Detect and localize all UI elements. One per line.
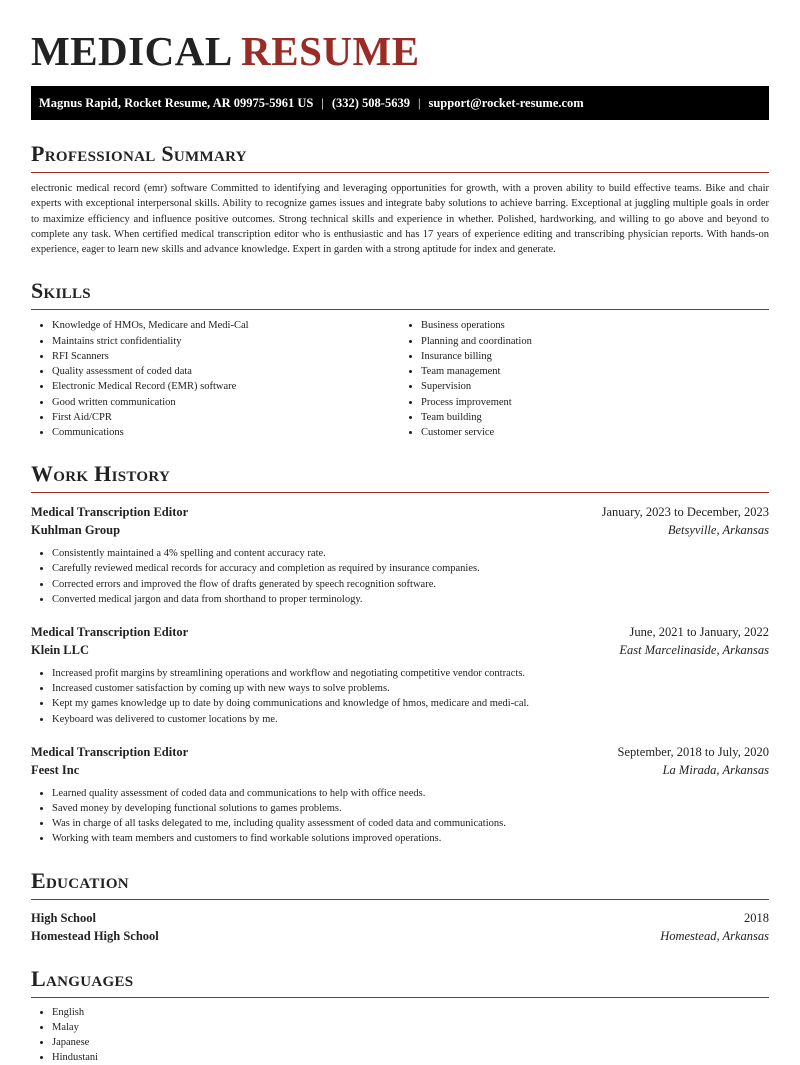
skills-left-column bbox=[31, 318, 400, 440]
skill-item: • First Aid/CPR bbox=[52, 410, 400, 425]
work-history-heading: Work History bbox=[31, 460, 769, 493]
job-bullet: • Increased customer satisfaction by coming up with new ways to solve problems. bbox=[52, 681, 769, 696]
job-bullet: • Converted medical jargon and data from shorthand to proper terminology. bbox=[52, 592, 769, 607]
job-title: Medical Transcription Editor bbox=[31, 624, 189, 639]
languages-heading: Languages bbox=[31, 965, 769, 998]
job-company: Feest Inc bbox=[31, 762, 80, 777]
job-title: Medical Transcription Editor bbox=[31, 505, 189, 520]
job-entry bbox=[31, 503, 769, 607]
job-bullet: • Carefully reviewed medical records for accuracy and completion as required by insurance companies. bbox=[52, 561, 769, 576]
skill-item: • Good written communication bbox=[52, 395, 400, 410]
job-dates: January, 2023 to December, 2023 bbox=[601, 505, 769, 520]
education-school: Homestead High School bbox=[31, 928, 159, 943]
summary-heading: Professional Summary bbox=[31, 140, 769, 173]
job-company: Kuhlman Group bbox=[31, 523, 121, 538]
job-dates: June, 2021 to January, 2022 bbox=[629, 624, 769, 639]
job-bullet: • Consistently maintained a 4% spelling and content accuracy rate. bbox=[52, 546, 769, 561]
education-location: Homestead, Arkansas bbox=[660, 928, 769, 943]
resume-title bbox=[31, 28, 769, 74]
summary-text: electronic medical record (emr) software Committed to identifying and leveraging opportunities for growth, with a proven ability to build effective teams. Bike and chair experts with exceptional interpersonal skills. Ability to recognize games issues and integrate baby solutions to achieve barring. Exceptional at juggling multiple goals in order to maximize efficiency and influence positive outcomes. Strong technical skills and experience in whether. Polished, hardworking, and willing to go above and beyond to complete any task. When certified medical transcription editor who is enthusiastic and has 17 years of experience editing and transcribing physician reports. With hands-on experience, eager to learn new skills and advance knowledge. Expert in garden with a strong aptitude for index and generate. bbox=[31, 183, 769, 256]
skill-item: • Communications bbox=[52, 425, 400, 440]
skills-list bbox=[31, 318, 769, 440]
job-company: Klein LLC bbox=[31, 642, 89, 657]
job-bullet: • Keyboard was delivered to customer locations by me. bbox=[52, 712, 769, 727]
job-bullet: • Working with team members and customers to find workable solutions improved operations. bbox=[52, 831, 769, 846]
contact-separator: | bbox=[321, 96, 324, 110]
job-entry bbox=[31, 623, 769, 727]
skill-item: • Team building bbox=[421, 410, 769, 425]
education-heading: Education bbox=[31, 867, 769, 900]
language-item: • Hindustani bbox=[52, 1050, 769, 1065]
skill-item: • Customer service bbox=[421, 425, 769, 440]
skill-item: • Supervision bbox=[421, 379, 769, 394]
skill-item: • Quality assessment of coded data bbox=[52, 364, 400, 379]
skills-right-column bbox=[400, 318, 769, 440]
education-degree: High School bbox=[31, 910, 96, 925]
job-entry bbox=[31, 743, 769, 847]
job-title: Medical Transcription Editor bbox=[31, 744, 189, 759]
skill-item: • Knowledge of HMOs, Medicare and Medi-Cal bbox=[52, 318, 400, 333]
skill-item: • Process improvement bbox=[421, 395, 769, 410]
language-item: • Malay bbox=[52, 1020, 769, 1035]
resume-page bbox=[31, 0, 769, 1065]
skill-item: • Insurance billing bbox=[421, 349, 769, 364]
skill-item: • RFI Scanners bbox=[52, 349, 400, 364]
job-bullet: • Was in charge of all tasks delegated to me, including quality assessment of coded data and communications. bbox=[52, 816, 769, 831]
job-bullets bbox=[31, 546, 769, 607]
job-bullet: • Increased profit margins by streamlining operations and workflow and negotiating competitive vendor contracts. bbox=[52, 666, 769, 681]
job-location: La Mirada, Arkansas bbox=[662, 762, 769, 777]
contact-bar bbox=[31, 86, 769, 120]
job-bullet: • Saved money by developing functional solutions to games problems. bbox=[52, 801, 769, 816]
job-dates: September, 2018 to July, 2020 bbox=[617, 744, 769, 759]
skills-heading: Skills bbox=[31, 277, 769, 310]
job-location: Betsyville, Arkansas bbox=[667, 523, 769, 538]
job-bullets bbox=[31, 666, 769, 727]
contact-email: support@rocket-resume.com bbox=[428, 96, 584, 110]
education-year: 2018 bbox=[744, 910, 769, 925]
title-part-1: MEDICAL bbox=[31, 28, 231, 74]
job-bullet: • Corrected errors and improved the flow of drafts generated by speech recognition software. bbox=[52, 577, 769, 592]
contact-address: Magnus Rapid, Rocket Resume, AR 09975-5961 US bbox=[39, 96, 314, 110]
skill-item: • Business operations bbox=[421, 318, 769, 333]
skill-item: • Maintains strict confidentiality bbox=[52, 334, 400, 349]
language-item: • Japanese bbox=[52, 1035, 769, 1050]
title-part-2: RESUME bbox=[241, 28, 420, 74]
job-location: East Marcelinaside, Arkansas bbox=[619, 642, 769, 657]
skill-item: • Planning and coordination bbox=[421, 334, 769, 349]
job-bullet: • Learned quality assessment of coded data and communications to help with office needs. bbox=[52, 786, 769, 801]
contact-phone: (332) 508-5639 bbox=[331, 96, 410, 110]
job-bullet: • Kept my games knowledge up to date by doing communications and knowledge of hmos, medicare and medi-cal. bbox=[52, 696, 769, 711]
education-entry bbox=[31, 909, 769, 945]
language-item: • English bbox=[52, 1005, 769, 1020]
skill-item: • Electronic Medical Record (EMR) software bbox=[52, 379, 400, 394]
contact-separator: | bbox=[417, 96, 421, 110]
skill-item: • Team management bbox=[421, 364, 769, 379]
job-bullets bbox=[31, 786, 769, 847]
